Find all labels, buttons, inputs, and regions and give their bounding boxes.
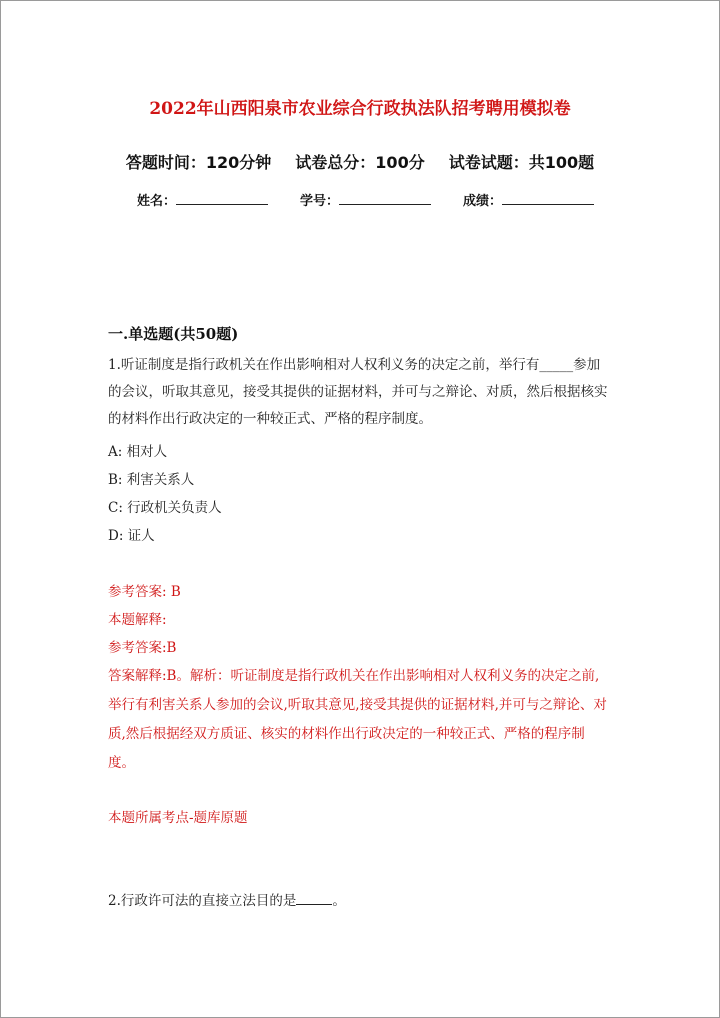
- topic-tag: 本题所属考点-题库原题: [108, 810, 248, 826]
- page-title: 2022年山西阳泉市农业综合行政执法队招考聘用模拟卷: [149, 99, 571, 119]
- option-b[interactable]: B: 利害关系人: [108, 472, 195, 488]
- option-c[interactable]: C: 行政机关负责人: [108, 500, 222, 516]
- answer-explanation: 答案解释:B。解析：听证制度是指行政机关在作出影响相对人权利义务的决定之前,举行有利害关系人参加的会议,听取其意见,接受其提供的证据材料,并可与之辩论、对质,然后根据经双方质证、核实的材料作出行政决定的一种较正式、严格的程序制度。: [108, 668, 607, 771]
- reference-answer: 参考答案: B: [108, 584, 181, 600]
- question-2-text: 2.行政许可法的直接立法目的是 。: [108, 893, 346, 909]
- exam-time: 答题时间：120分钟: [125, 153, 272, 172]
- option-d[interactable]: D: 证人: [108, 528, 155, 544]
- name-field[interactable]: 姓名：: [137, 190, 268, 209]
- student-id-field[interactable]: 学号：: [300, 190, 431, 209]
- student-fields: [137, 190, 617, 209]
- exam-total-score: 试卷总分：100分: [295, 153, 425, 172]
- reference-answer-2: 参考答案:B: [108, 640, 177, 656]
- option-a[interactable]: A: 相对人: [108, 444, 168, 460]
- question-1-answer: [108, 578, 608, 778]
- exam-question-count: 试卷试题：共100题: [448, 153, 595, 172]
- section-heading: 一.单选题(共50题): [108, 325, 239, 343]
- score-field[interactable]: 成绩：: [463, 190, 594, 209]
- answer-blank: [296, 892, 332, 905]
- exam-meta: [0, 150, 720, 173]
- question-1-options: [108, 438, 608, 550]
- question-1-text: 1.听证制度是指行政机关在作出影响相对人权利义务的决定之前，举行有_____参加的会议，听取其意见，接受其提供的证据材料，并可与之辩论、对质，然后根据核实的材料作出行政决定的一种较正式、严格的程序制度。: [108, 357, 608, 427]
- explanation-label: 本题解释:: [108, 612, 167, 628]
